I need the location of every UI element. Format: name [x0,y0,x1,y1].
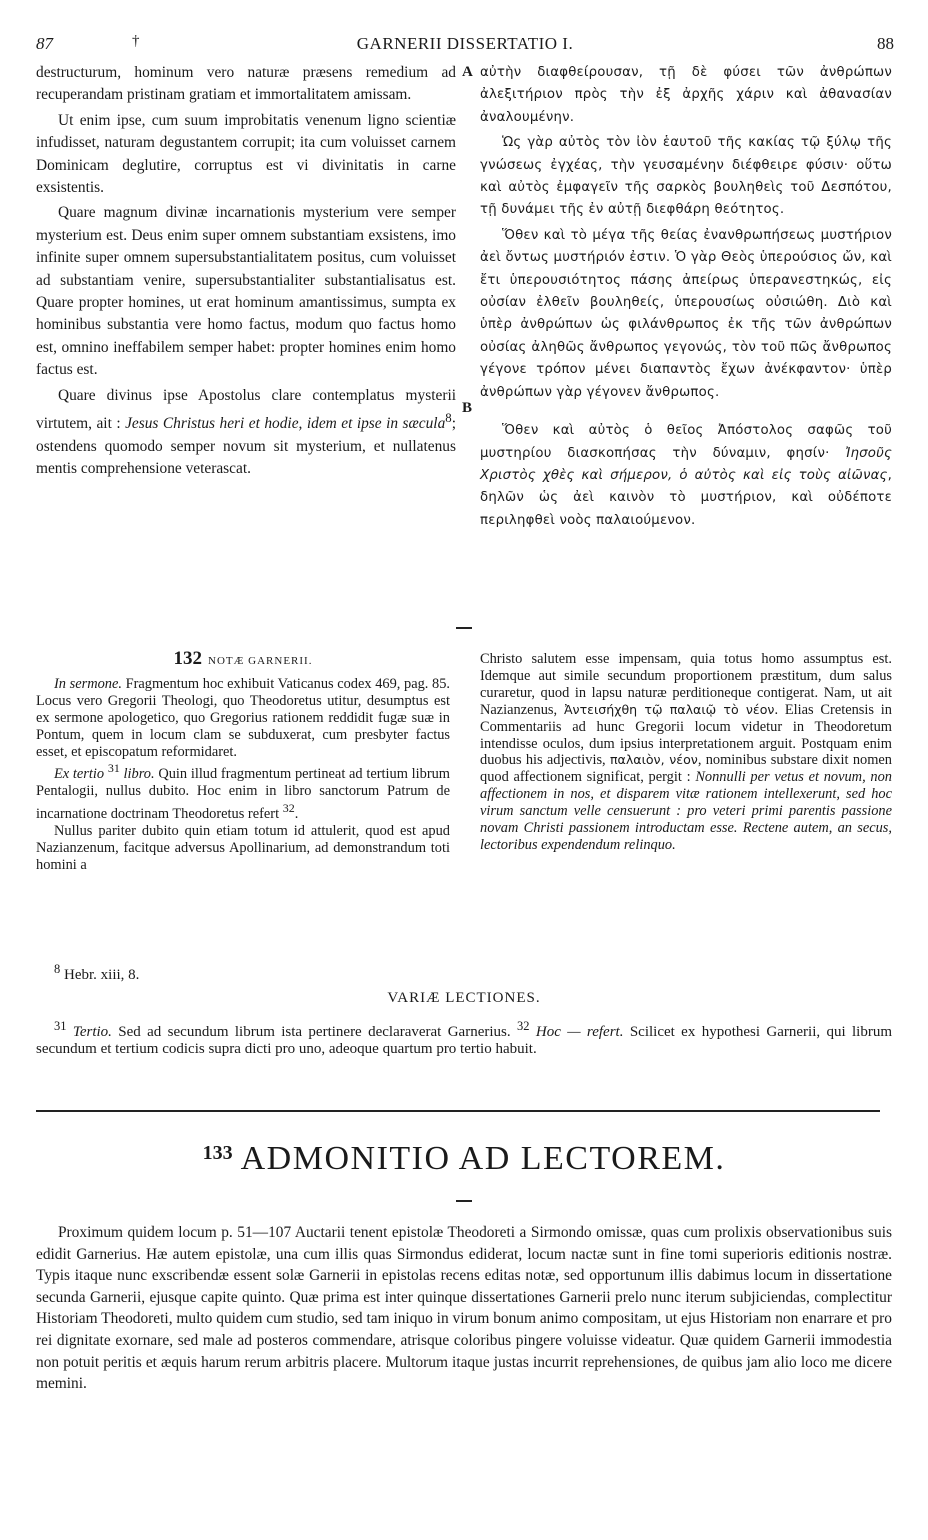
variae-heading: VARIÆ LECTIONES. [387,990,541,1006]
notes-number: 132 [173,648,203,669]
greek-paragraph-2: Ὡς γὰρ αὐτὸς τὸν ἰὸν ἑαυτοῦ τῆς κακίας τῷ ξύλῳ τῆς γνώσεως ἐγχέας, τὴν γευσαμένην διέφθειρε φύσιν· οὕτω καὶ αὐτὸς ἐμφαγεῖν τῆς σαρκὸς βουληθεὶς τοῦ Δεσπότου, τῇ δυνάμει τῆς ἐν αὐτῇ διεφθάρη θεότητος. [480,135,892,218]
footnote-ref-8: 8 [445,411,452,426]
note-r-italic: Nonnulli per vetus et novum, non affectionem in nos, et disparem vitæ rationem intellexerunt, sed hoc virum sanctum velle censuerunt : pro veteri primi parentis passione novam Christi passionem introductam esse. Rectene autem, an secus, lectoribus expendendum relinquo. [480,769,892,853]
greek-p4-text-b: , δηλῶν ὡς ἀεὶ καινὸν τὸ μυστήριον, καὶ οὐδέποτε περιληφθεὶ νοὸς παλαιούμενον. [480,467,892,528]
notes-heading [36,648,450,670]
horizontal-rule [36,1110,880,1112]
note-1-text: Fragmentum hoc exhibuit Vaticanus codex 469, pag. 85. Locus vero Gregorii Theologi, quo Theodoretus utitur, desumptus est ex sermone apologetico, quo Gregorius rationem reddidit fugæ suæ in Pontum, quem in locum clam se subduxerat, cum presbyter factus esset, et episcopatum reformidaret. [36,675,450,760]
greek-quote: Ἰησοῦς Χριστὸς χθὲς καὶ σήμερον, ὁ αὐτὸς καὶ εἰς τοὺς αἰῶνας [480,445,892,483]
notes-label: NOTÆ GARNERII. [208,655,313,667]
note-r-text-c: , nominibus substare dixit nomen quod affectionem significat, pergit : [480,752,892,786]
variae-lectiones [36,1018,892,1058]
margin-marker-a: A [462,64,473,80]
variae-2-lemma: Hoc — refert. [535,1024,624,1040]
latin-paragraph-4 [36,385,456,481]
note-2-ref-31: 31 [107,761,120,776]
notes-left-column [36,648,450,873]
header-mark: † [132,33,140,49]
footnote-text: Hebr. xiii, 8. [60,967,140,983]
footnote-mark: 8 [54,962,61,976]
latin-paragraph-1: destructurum, hominum vero naturæ præsens remedium ad recuperandam pristinam gratiam et immortalitatem amissam. [36,64,456,104]
margin-marker-b: B [462,400,473,416]
note-r-text-b: . Elias Cretensis in Commentariis ad hunc Gregorii locum videtur in Theodoretum intendisse oculos, dum ipsius interpretationem arguit. Postquam enim duobus his adjectivis, [480,701,892,769]
latin-p4-text-b: ; ostendens quomodo semper novum sit mysterium, et nullatenus mentis comprehensione veterascat. [36,415,456,478]
admonitio-body [36,1222,892,1395]
admonitio-dash [456,1200,472,1202]
latin-p4-text-a: Quare divinus ipse Apostolus clare contemplatus mysterii virtutem, ait : [36,386,456,433]
header-title: GARNERII DISSERTATIO I. [356,34,574,53]
note-greek-quote-1: Ἀντεισήχθη τῷ παλαιῷ τὸ νέον [563,701,775,717]
note-2-lemma-a: Ex tertio [54,766,105,783]
greek-p4-text-a: Ὅθεν καὶ αὐτὸς ὁ θεῖος Ἀπόστολος σαφῶς τοῦ μυστηρίου διασκοπήσας τὴν δύναμιν, φησίν· [480,423,892,461]
notes-right-column [480,651,892,854]
note-2-ref-32: 32 [282,801,295,816]
latin-paragraph-3: Quare magnum divinæ incarnationis mysterium vere semper mysterium est. Deus enim super omnem substantiam exsistens, imo infinite super omnem supersubstantialitatem positus, cum voluisset ad substantiam venire, supersubstantialiter substantialisatus est. Quare propter homines, ut erat hominum amantissimus, sumpta ex hominibus substantia vere homo factus, modum quo factus homo est, omnino ineffabilem semper habet: propter homines enim homo factus est. [36,204,456,379]
greek-paragraph-3: Ὅθεν καὶ τὸ μέγα τῆς θείας ἐνανθρωπήσεως μυστήριον ἀεὶ ὄντως μυστήριόν ἐστιν. Ὁ γὰρ Θεὸς ὑπερούσιος ὤν, καὶ ἔτι ὑπερουσιότητος πάσης ἀπείρως ὑπερανεστηκώς, εἰς οὐσίαν ἐλθεῖν βουληθείς, ὑπερουσίως οὐσιώθη. Διὸ καὶ ὑπὲρ ἀνθρώπων ὡς φιλάνθρωπος ἐκ τῆς τῶν ἀνθρώπων οὐσίας ἀληθῶς ἄνθρωπος γεγονώς, τὸν τοῦ πῶς ἄνθρωπος γέγονε τρόπον μένει διαπαντὸς ἔχων ἀνέκφαντον· ὑπὲρ ἀνθρώπων γὰρ γέγονεν ἄνθρωπος. [480,227,892,400]
note-greek-quote-2: παλαιὸν, νέον [609,752,698,768]
admonitio-title: ADMONITIO AD LECTOREM. [240,1140,726,1177]
note-1 [36,676,450,761]
page-number-right: 88 [877,34,894,53]
note-r-text-a: Christo salutem esse impensam, quia totus homo assumptus est. Idemque aut simile secundum proportionem præstitum, dum salus curaretur, quod in lapsu naturæ perditioneque contigerat. Nam, ut ait Nazianzenus, [480,651,892,718]
greek-paragraph-4 [480,420,892,532]
note-2-lemma-b: libro. [119,766,155,783]
note-2-text-b: . [294,805,299,822]
note-2 [36,760,450,822]
variae-ref-32: 32 [517,1019,530,1033]
admonitio-paragraph: Proximum quidem locum p. 51—107 Auctarii tenent epistolæ Theodoreti a Sirmondo omissæ, quas cum prolixis observationibus suis edidit Garnerius. Hæ autem epistolæ, una cum illis quas Sirmondus ediderat, locum nactæ sunt in fine tomi superioris editionis nostræ. Typis itaque nunc exscribendæ essent solæ Garnerii in epistolas recens editas notæ, sed opportunum illis dabimus locum in dissertatione secunda Garnerii, ejusque capite quinto. Quæ prima est inter quinque dissertationes Garnerii prelo nunc iterum subjiciendas, complectitur Historiam Theodoreti, multo quidem cum studio, sed tam iniquo in virum bonum animo compositam, ut ejus Historiam non enarrare et pro rei dignitate exornare, sed male ad posteros commendare, atrisque coloribus pingere voluisse videatur. Quæ quidem Garnerii immodestia non potuit peritis et æquis harum rerum arbitris placere. Multorum itaque justas incurrit reprehensiones, de quibus jam alio loco me dicere memini. [36,1224,892,1393]
running-header [36,34,894,58]
note-3: Nullus pariter dubito quin etiam totum id attulerit, quod est apud Nazianzenum, facitque adversus Apollinarium, ad demonstrandum toti homini a [36,822,450,873]
note-1-lemma: In sermone. [54,675,122,692]
variae-1-text: Sed ad secundum librum ista pertinere declaraverat Garnerius. [111,1024,511,1040]
variae-ref-31: 31 [54,1019,67,1033]
greek-paragraph-1: αὐτὴν διαφθείρουσαν, τῇ δὲ φύσει τῶν ἀνθρώπων ἀλεξιτήριον πρὸς τὴν ἐξ ἀρχῆς χάριν καὶ ἀθανασίαν ἀναλουμένην. [480,65,892,125]
page-number-left: 87 [36,34,53,53]
latin-quote: Jesus Christus heri et hodie, idem et ipse in sæcula [125,415,446,433]
latin-column [36,62,456,480]
variae-entries [36,1018,892,1058]
section-dash [456,627,472,629]
note-3-continued [480,651,892,854]
admonitio-heading [0,1140,928,1178]
variae-2-text: Scilicet ex hypothesi Garnerii, qui librum secundum et tertium codicis supra dicti pro uno, adeoque quartum pro tertio habuit. [36,1024,893,1057]
variae-1-lemma: Tertio. [72,1024,112,1040]
footnote [54,962,139,984]
greek-column [480,62,892,532]
latin-paragraph-2: Ut enim ipse, cum suum improbitatis venenum ligno scientiæ infudisset, naturam degustantem corrupit; ita cum voluisset carnem Dominicam deglutire, corruptus est vi divinitatis in carne exsistentis. [36,111,456,197]
note-2-text-a: Quin illud fragmentum pertineat ad tertium librum Pentalogii, nullus dubito. Hoc enim in libro sanctorum Patrum de incarnatione doctrinam Theodoretus refert [36,766,450,822]
admonitio-number: 133 [202,1142,233,1164]
